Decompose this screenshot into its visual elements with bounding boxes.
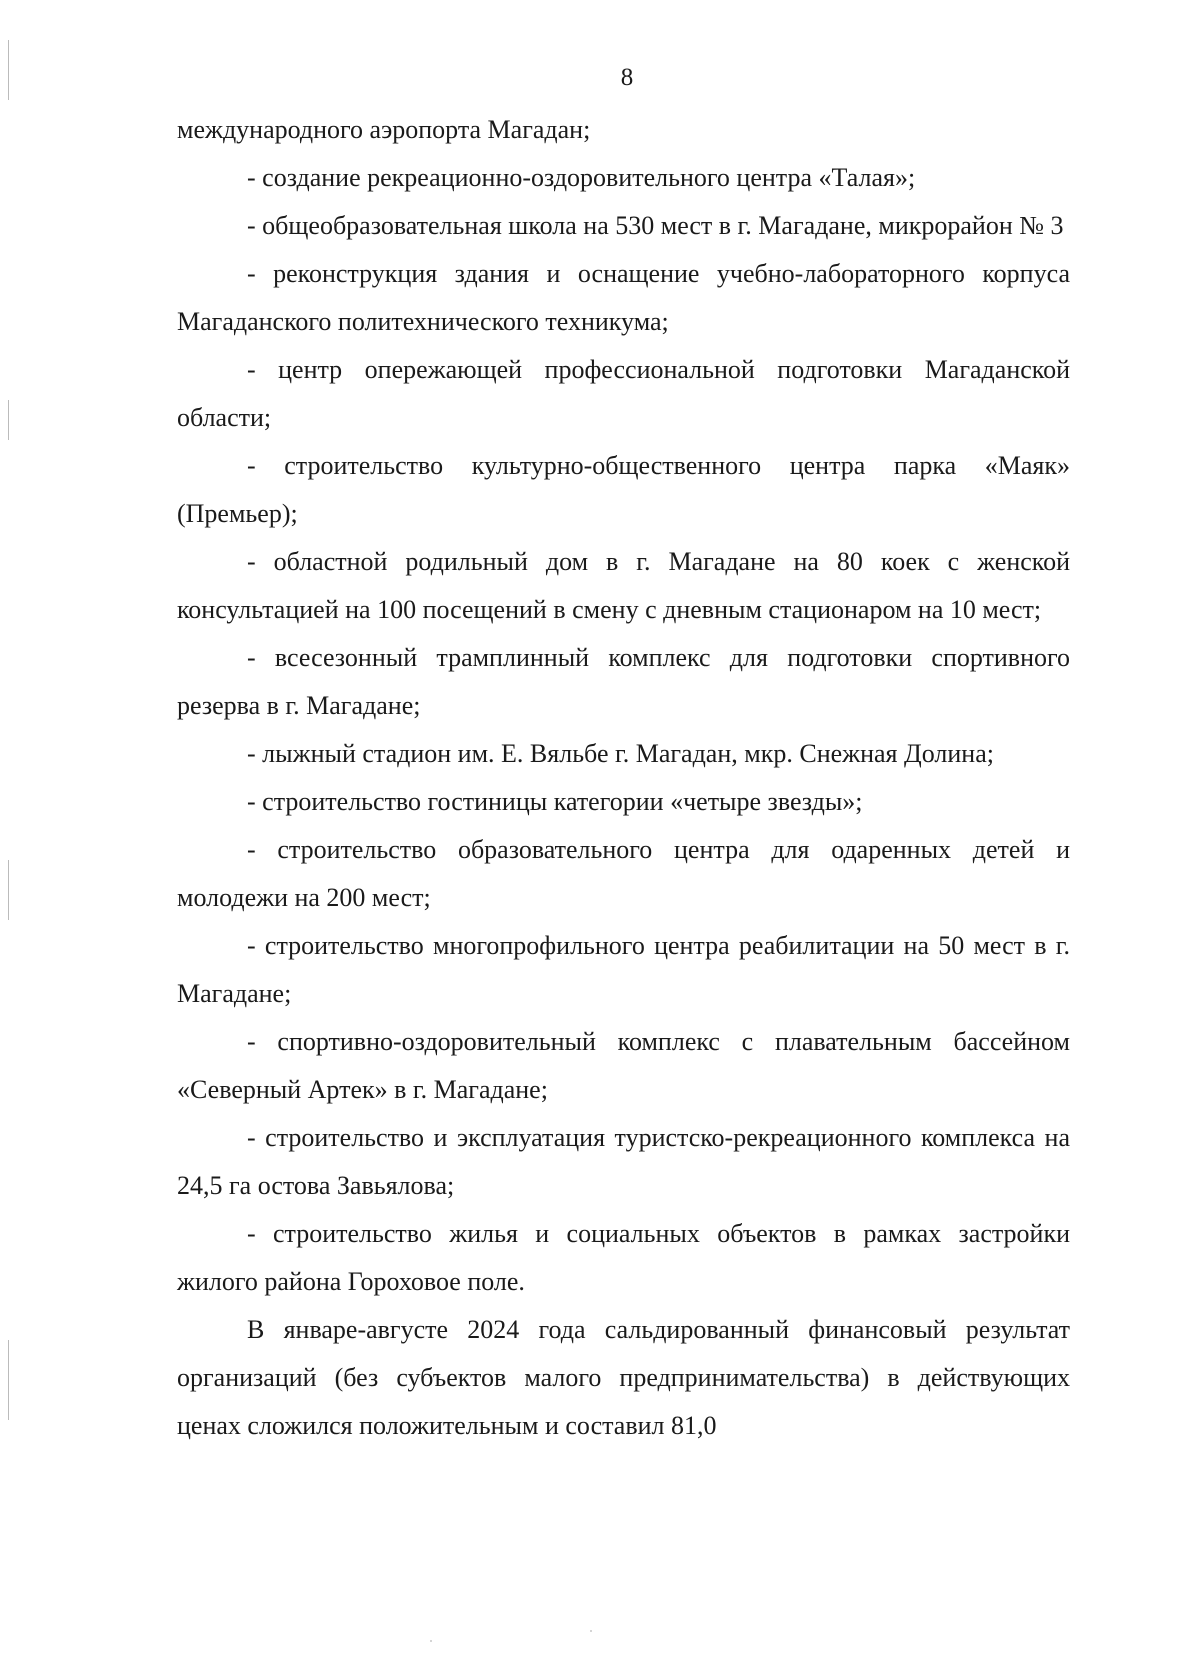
- list-item: - лыжный стадион им. Е. Вяльбе г. Магадан, мкр. Снежная Долина;: [247, 739, 994, 768]
- list-item: - спортивно-оздоровительный комплекс с плавательным бассейном «Северный Артек» в г. Магадане;: [177, 1027, 1070, 1104]
- list-item: - строительство культурно-общественного центра парка «Маяк» (Премьер);: [177, 451, 1070, 528]
- list-item: - центр опережающей профессиональной подготовки Магаданской области;: [177, 355, 1070, 432]
- paragraph: международного аэропорта Магадан;: [177, 115, 591, 144]
- list-item: - строительство жилья и социальных объектов в рамках застройки жилого района Гороховое поле.: [177, 1219, 1070, 1296]
- scan-edge-mark: [8, 1340, 9, 1420]
- list-item: - всесезонный трамплинный комплекс для подготовки спортивного резерва в г. Магадане;: [177, 643, 1070, 720]
- scan-edge-mark: [8, 860, 9, 920]
- list-item: - общеобразовательная школа на 530 мест в г. Магадане, микрорайон № 3: [247, 211, 1064, 240]
- list-item: - строительство многопрофильного центра реабилитации на 50 мест в г. Магадане;: [177, 931, 1070, 1008]
- list-item: - строительство гостиницы категории «четыре звезды»;: [247, 787, 863, 816]
- body-paragraph: В январе-августе 2024 года сальдированный финансовый результат организаций (без субъектов малого предпринимательства) в действующих ценах сложился положительным и составил 81,0: [177, 1315, 1070, 1440]
- document-body: [177, 106, 1070, 1450]
- scan-speck: [430, 1640, 432, 1642]
- list-item: - областной родильный дом в г. Магадане на 80 коек с женской консультацией на 100 посещений в смену с дневным стационаром на 10 мест;: [177, 547, 1070, 624]
- list-item: - строительство и эксплуатация туристско-рекреационного комплекса на 24,5 га остова Завьялова;: [177, 1123, 1070, 1200]
- list-item: - строительство образовательного центра для одаренных детей и молодежи на 200 мест;: [177, 835, 1070, 912]
- scan-edge-mark: [8, 400, 9, 440]
- list-item: - создание рекреационно-оздоровительного центра «Талая»;: [247, 163, 916, 192]
- page-number: 8: [620, 64, 634, 91]
- list-item: - реконструкция здания и оснащение учебно-лабораторного корпуса Магаданского политехнического техникума;: [177, 259, 1070, 336]
- scan-speck: [590, 1630, 592, 1632]
